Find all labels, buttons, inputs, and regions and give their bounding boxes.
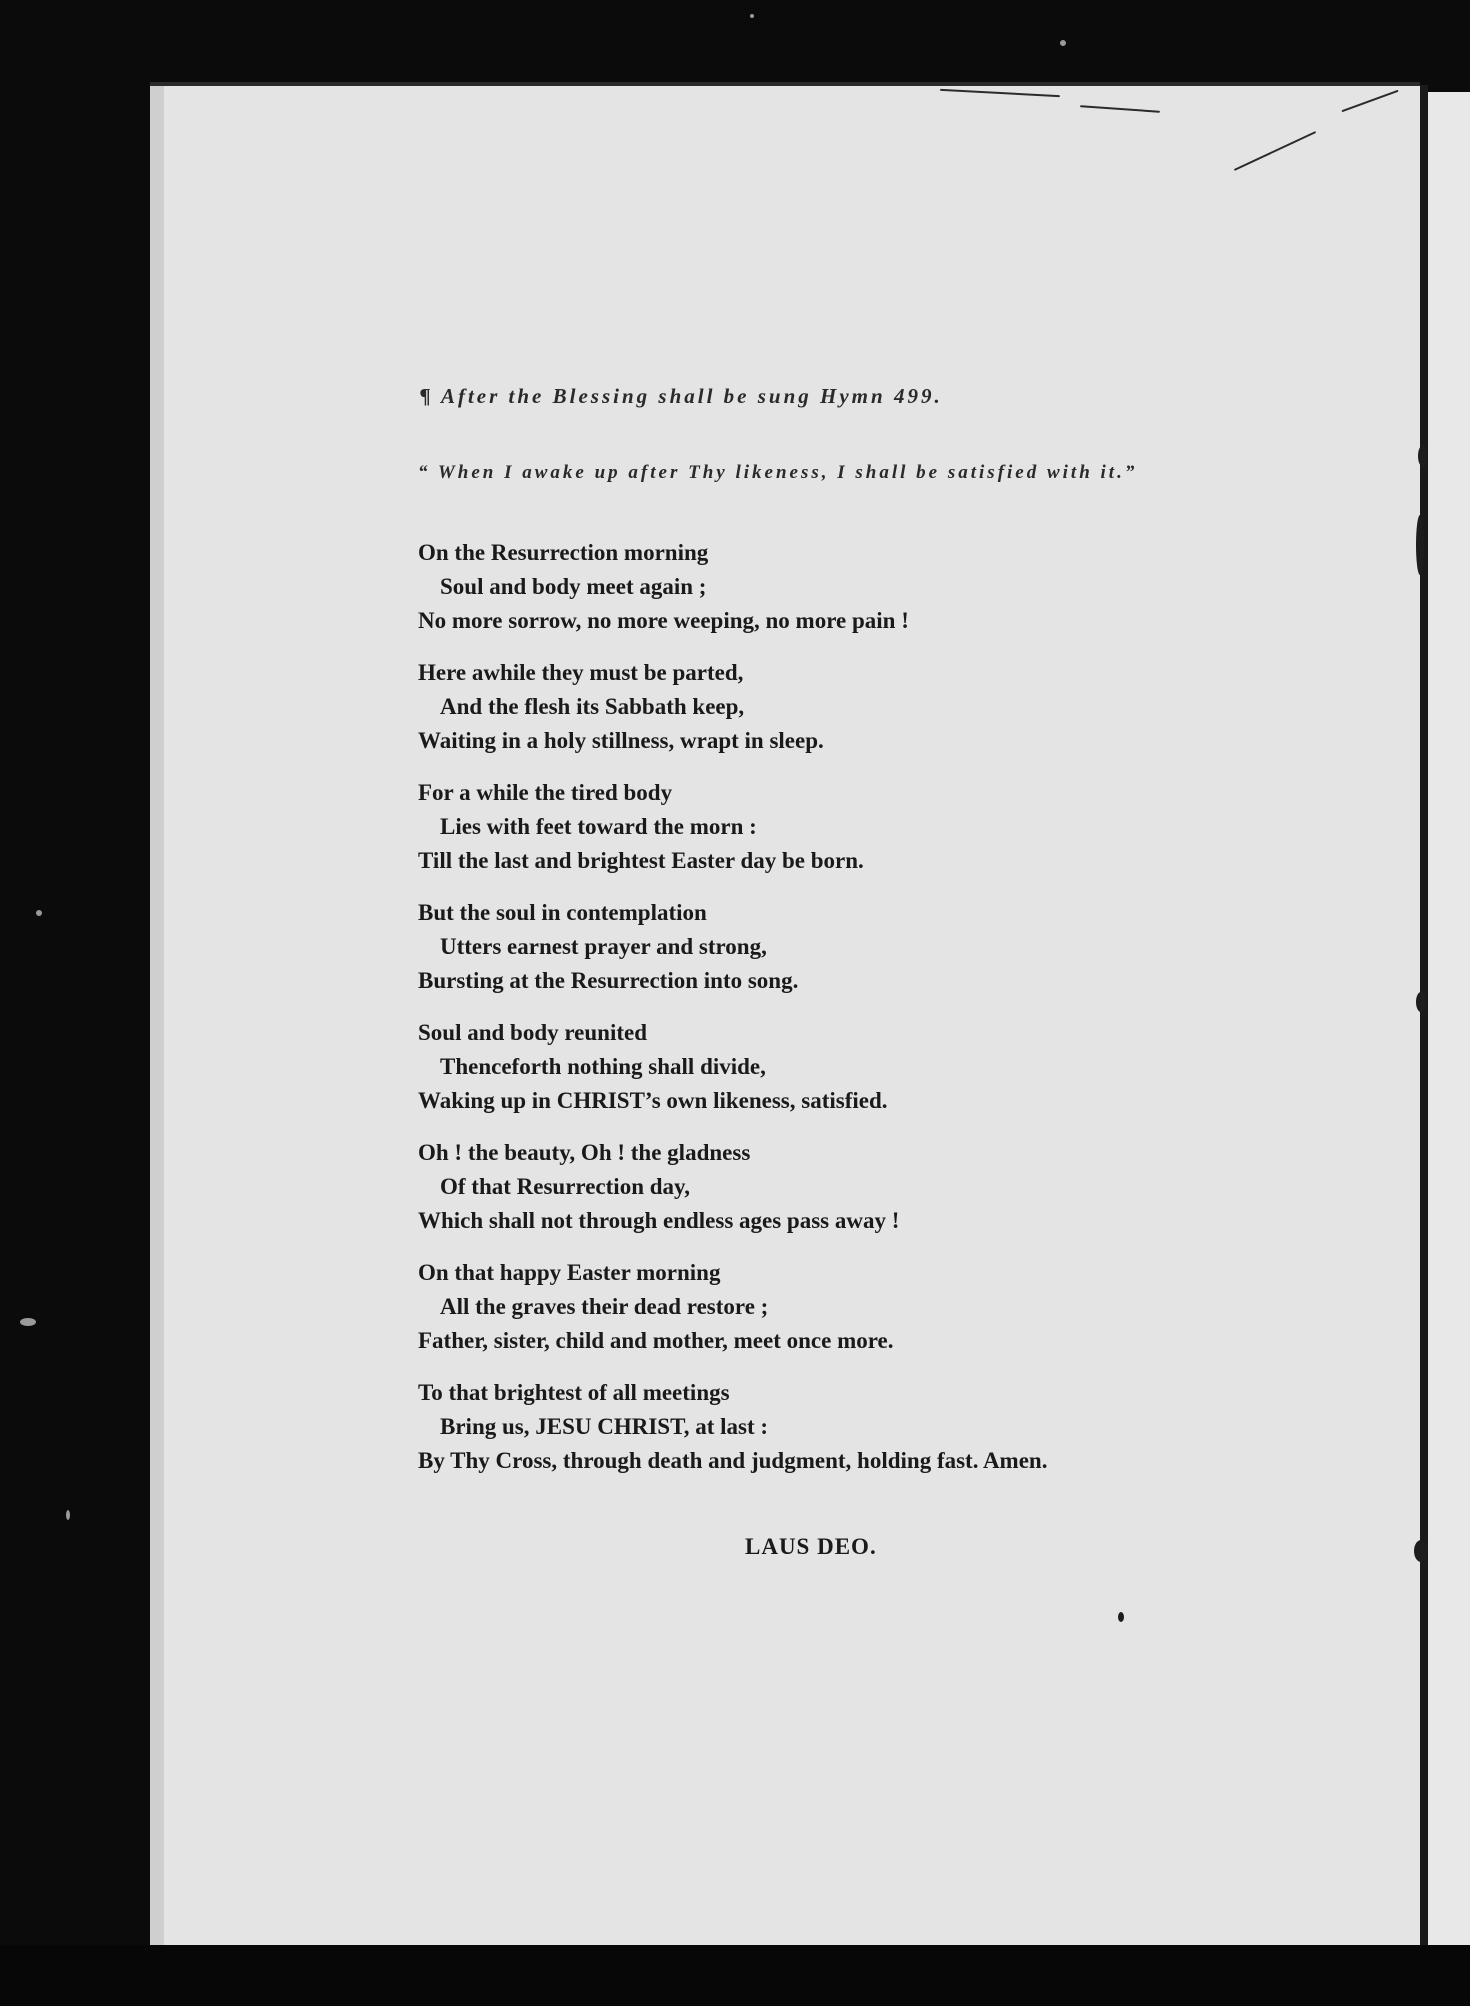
- verse-line: Soul and body meet again ;: [440, 574, 707, 599]
- verse-line: All the graves their dead restore ;: [440, 1294, 769, 1319]
- stanza: [418, 896, 1238, 998]
- dust-speck: [20, 1318, 36, 1326]
- verse-line: Father, sister, child and mother, meet once more.: [418, 1328, 894, 1353]
- verse-line: Lies with feet toward the morn :: [440, 814, 757, 839]
- page-top-edge: [150, 82, 1420, 86]
- page-left-edge: [150, 85, 164, 1945]
- facing-page-edge: [1428, 92, 1470, 1945]
- verse-line: Of that Resurrection day,: [440, 1174, 691, 1199]
- verse-line: Thenceforth nothing shall divide,: [440, 1054, 766, 1079]
- binding-gutter: [1420, 85, 1428, 1945]
- hymn-text: [418, 536, 1238, 1496]
- stanza: [418, 1376, 1238, 1478]
- ink-speck: [1418, 445, 1428, 467]
- epigraph-quote: “ When I awake up after Thy likeness, I shall be satisfied with it.”: [418, 462, 1138, 483]
- verse-line: Waking up in CHRIST’s own likeness, satisfied.: [418, 1088, 888, 1113]
- dust-speck: [66, 1510, 70, 1520]
- stanza: [418, 1136, 1238, 1238]
- verse-line: Bursting at the Resurrection into song.: [418, 968, 799, 993]
- verse-line: Waiting in a holy stillness, wrapt in sleep.: [418, 728, 824, 753]
- verse-line: Oh ! the beauty, Oh ! the gladness: [418, 1140, 751, 1165]
- closing-laus-deo: LAUS DEO.: [745, 1534, 877, 1559]
- verse-line: And the flesh its Sabbath keep,: [440, 694, 745, 719]
- ink-speck: [1416, 992, 1426, 1012]
- ink-speck: [1118, 1612, 1124, 1622]
- verse-line: For a while the tired body: [418, 780, 673, 805]
- dust-speck: [36, 910, 42, 916]
- stanza: [418, 536, 1238, 638]
- scan-bottom-border: [0, 1945, 1470, 2006]
- verse-line: Here awhile they must be parted,: [418, 660, 744, 685]
- stanza: [418, 776, 1238, 878]
- stanza: [418, 656, 1238, 758]
- ink-speck: [1414, 1540, 1428, 1562]
- verse-line: Bring us, JESU CHRIST, at last :: [440, 1414, 769, 1439]
- verse-line: Utters earnest prayer and strong,: [440, 934, 767, 959]
- verse-line: To that brightest of all meetings: [418, 1380, 730, 1405]
- stanza: [418, 1016, 1238, 1118]
- verse-line: No more sorrow, no more weeping, no more pain !: [418, 608, 909, 633]
- verse-line: But the soul in contemplation: [418, 900, 707, 925]
- verse-line: On the Resurrection morning: [418, 540, 709, 565]
- verse-line: Which shall not through endless ages pass away !: [418, 1208, 900, 1233]
- verse-line: Till the last and brightest Easter day be born.: [418, 848, 864, 873]
- stanza: [418, 1256, 1238, 1358]
- rubric-instruction: ¶ After the Blessing shall be sung Hymn 499.: [420, 384, 943, 408]
- dust-speck: [750, 14, 754, 18]
- verse-line: By Thy Cross, through death and judgment, holding fast. Amen.: [418, 1448, 1048, 1473]
- verse-line: Soul and body reunited: [418, 1020, 648, 1045]
- verse-line: On that happy Easter morning: [418, 1260, 721, 1285]
- ink-speck: [1416, 515, 1424, 575]
- dust-speck: [1060, 40, 1066, 46]
